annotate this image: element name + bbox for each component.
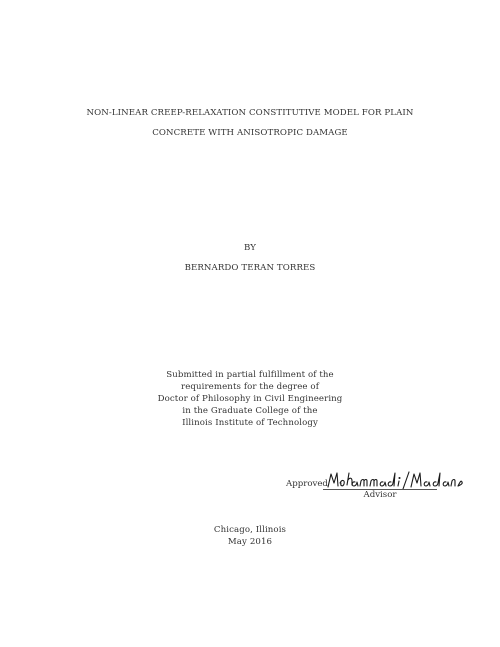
approval-block: [283, 469, 473, 503]
advisor-signature: [325, 469, 465, 491]
submission-line: requirements for the degree of: [181, 382, 319, 392]
approved-label: Approved: [286, 479, 328, 489]
submission-line: Doctor of Philosophy in Civil Engineering: [157, 394, 343, 404]
thesis-title-line-1: NON-LINEAR CREEP-RELAXATION CONSTITUTIVE MODEL FOR PLAIN: [86, 108, 414, 118]
advisor-label: Advisor: [363, 490, 397, 500]
author-name: BERNARDO TERAN TORRES: [184, 263, 316, 273]
submission-line: in the Graduate College of the: [182, 406, 318, 416]
submission-line: Submitted in partial fulfillment of the: [166, 370, 334, 380]
submission-line: Illinois Institute of Technology: [182, 418, 318, 428]
thesis-title-line-2: CONCRETE WITH ANISOTROPIC DAMAGE: [152, 128, 348, 138]
by-label: BY: [243, 243, 257, 253]
location-city: Chicago, Illinois: [213, 525, 287, 535]
submission-date: May 2016: [227, 537, 273, 547]
